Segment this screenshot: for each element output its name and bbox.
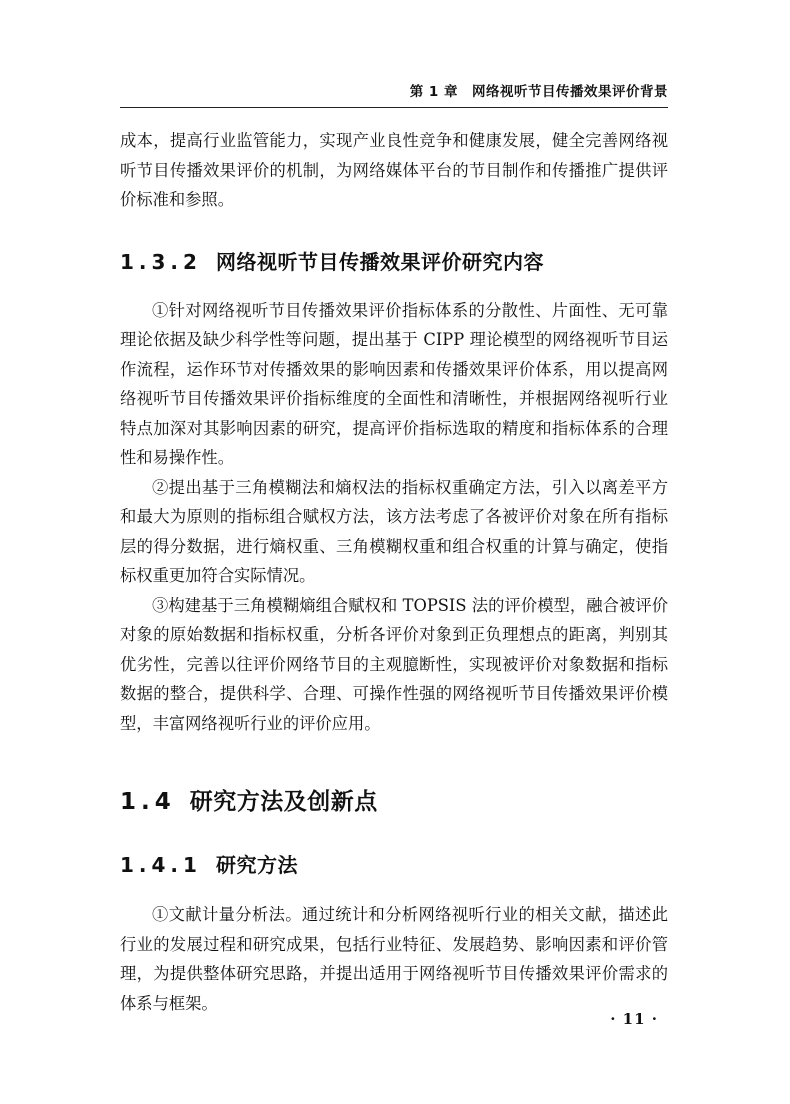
section-number: 1.4 [120, 789, 176, 815]
section-number: 1.4.1 [120, 853, 202, 877]
page-content [120, 126, 668, 1018]
header-rule [120, 107, 668, 108]
section-number: 1.3.2 [120, 249, 202, 274]
section-title: 研究方法及创新点 [189, 789, 378, 815]
running-header: 第 1 章 网络视听节目传播效果评价背景 [409, 84, 668, 100]
section-title: 研究方法 [215, 853, 298, 877]
section-heading-1-3-2 [120, 246, 668, 275]
section-heading-1-4 [120, 783, 668, 816]
section-heading-1-4-1 [120, 849, 668, 878]
page-number: · 11 · [610, 1010, 658, 1028]
body-paragraph: ②提出基于三角模糊法和熵权法的指标权重确定方法，引入以离差平方和最大为原则的指标组合赋权方法，该方法考虑了各被评价对象在所有指标层的得分数据，进行熵权重、三角模糊权重和组合权重的计算与确定，使指标权重更加符合实际情况。 [120, 477, 668, 585]
body-paragraph: ①文献计量分析法。通过统计和分析网络视听行业的相关文献，描述此行业的发展过程和研究成果，包括行业特征、发展趋势、影响因素和评价管理，为提供整体研究思路，并提出适用于网络视听节目传播效果评价需求的体系与框架。 [120, 905, 668, 1013]
intro-paragraph: 成本，提高行业监管能力，实现产业良性竞争和健康发展，健全完善网络视听节目传播效果评价的机制，为网络媒体平台的节目制作和传播推广提供评价标准和参照。 [120, 131, 668, 209]
body-paragraph: ③构建基于三角模糊熵组合赋权和 TOPSIS 法的评价模型，融合被评价对象的原始数据和指标权重，分析各评价对象到正负理想点的距离，判别其优劣性，完善以往评价网络节目的主观臆断性，实现被评价对象数据和指标数据的整合，提供科学、合理、可操作性强的网络视听节目传播效果评价模型，丰富网络视听行业的评价应用。 [120, 595, 668, 733]
body-paragraph: ①针对网络视听节目传播效果评价指标体系的分散性、片面性、无可靠理论依据及缺少科学性等问题，提出基于 CIPP 理论模型的网络视听节目运作流程，运作环节对传播效果的影响因素和传播效果评价体系，用以提高网络视听节目传播效果评价指标维度的全面性和清晰性，并根据网络视听行业特点加深对其影响因素的研究，提高评价指标选取的精度和指标体系的合理性和易操作性。 [120, 300, 668, 467]
section-title: 网络视听节目传播效果评价研究内容 [215, 249, 544, 274]
